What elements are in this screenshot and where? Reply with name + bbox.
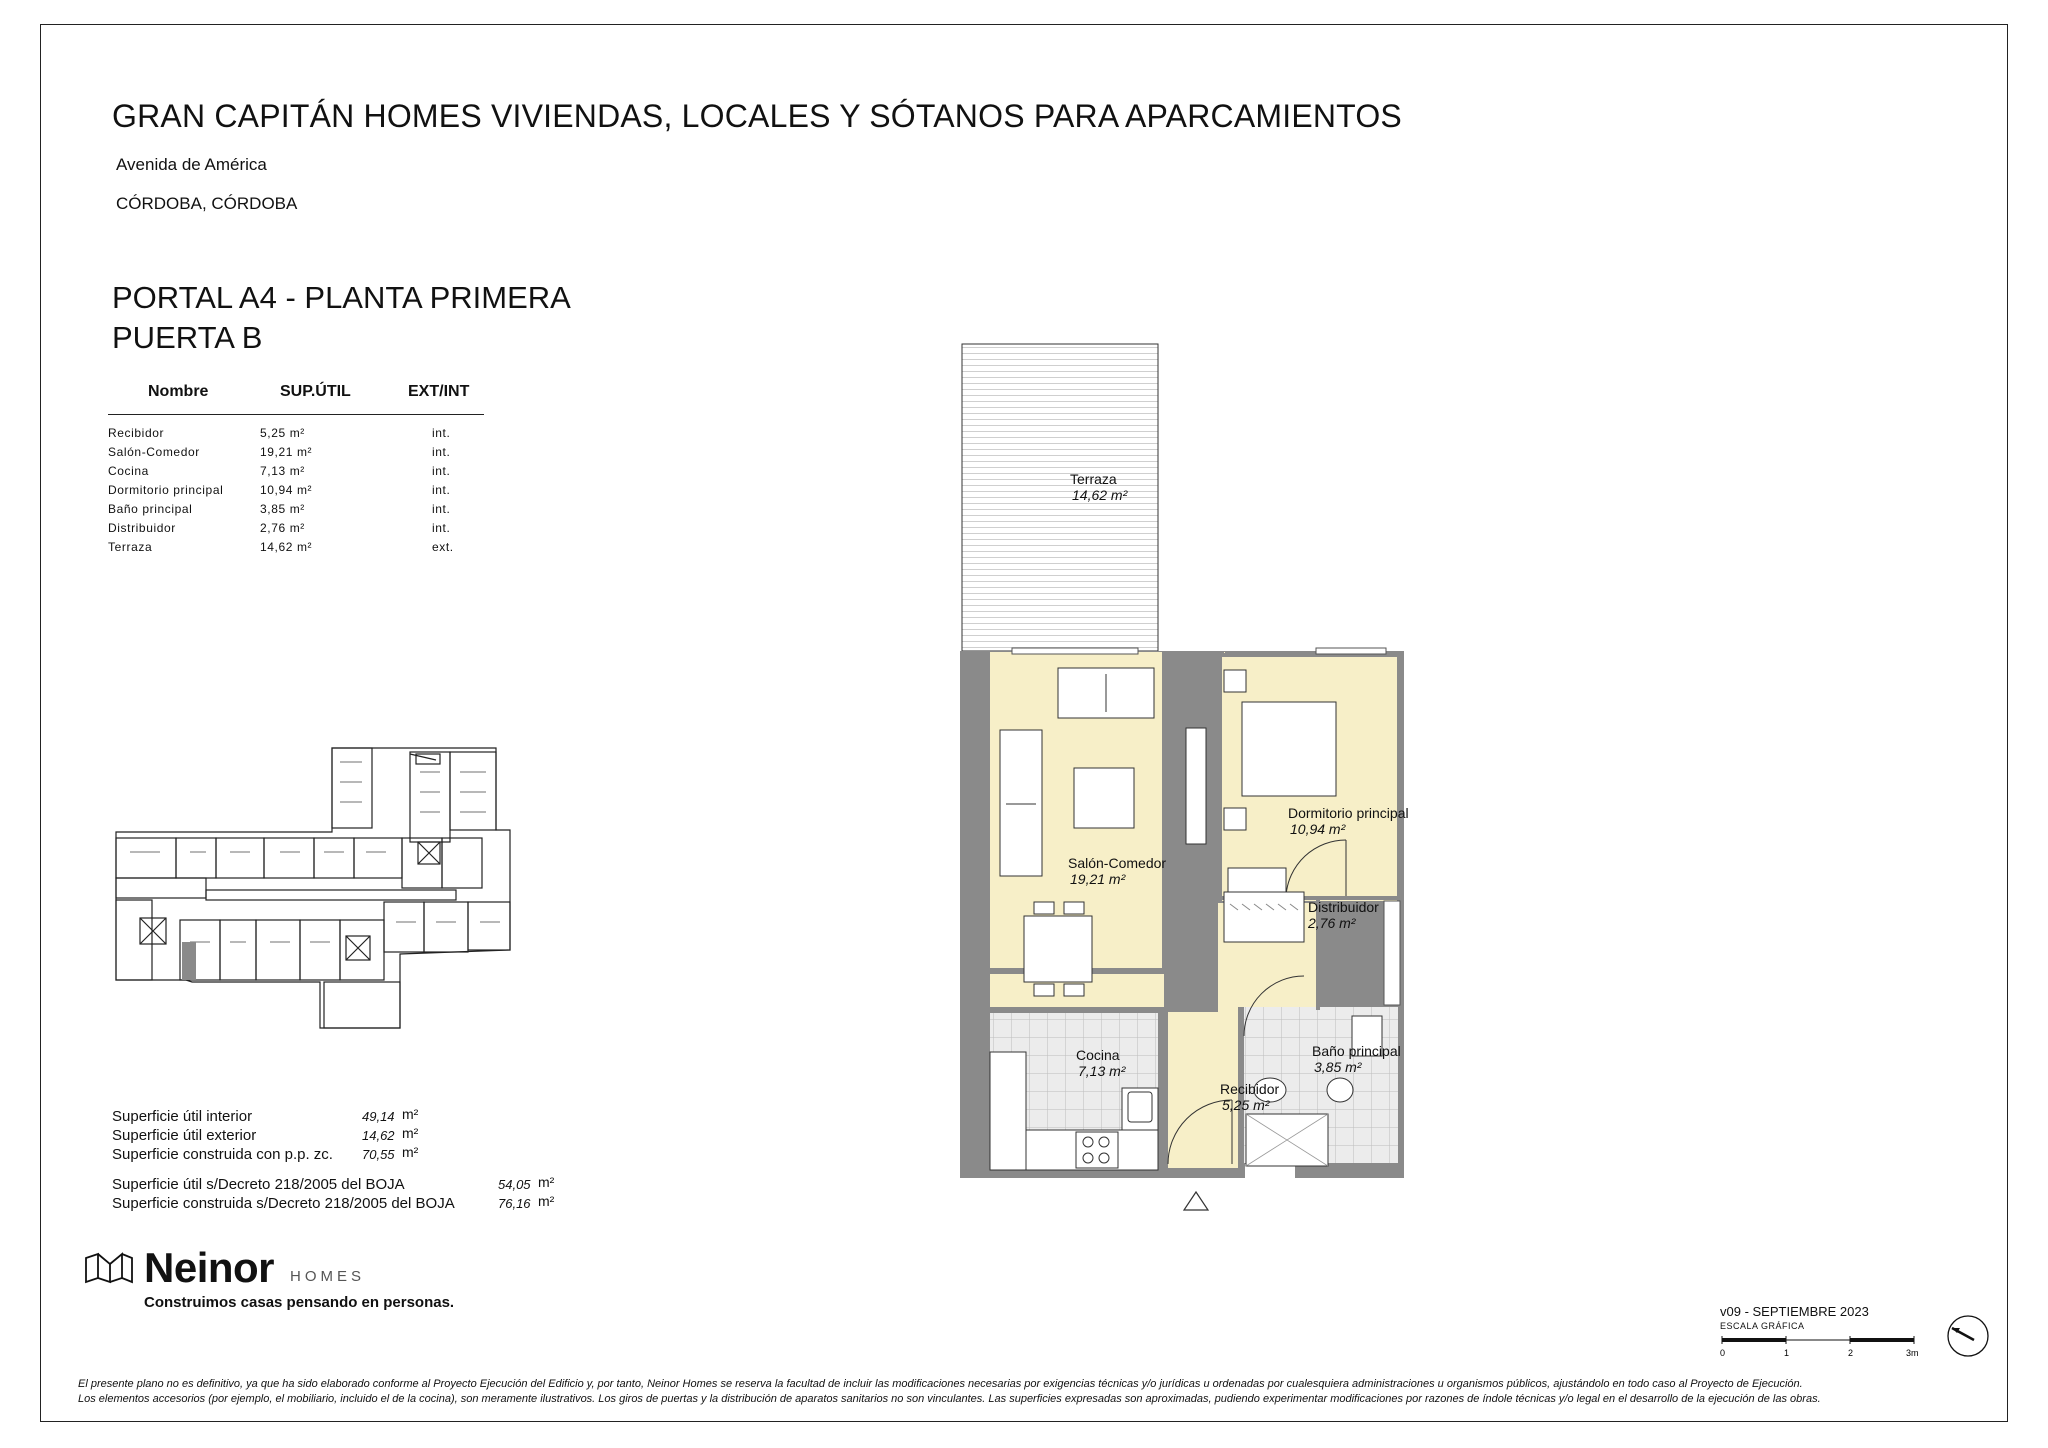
disclaimer-line-2: Los elementos accesorios (por ejemplo, el mobiliario, incluido el de la cocina), son meramente ilustrativos. Los giros de puertas y la distribución de aparatos sanitarios no son vinculantes. Las superficies expresadas son aproximadas, pudiendo experimentar modificaciones por razones de índole técnicas y/o legal en el desarrollo de la ejecución de las obras. <box>78 1393 1821 1405</box>
project-city: CÓRDOBA, CÓRDOBA <box>116 194 298 213</box>
table-row <box>108 483 468 502</box>
row-ext: int. <box>432 521 451 535</box>
summary-decree-built-label: Superficie construida s/Decreto 218/2005 del BOJA <box>112 1195 455 1212</box>
table-row <box>108 540 468 559</box>
dining-table <box>1024 916 1092 982</box>
label-recibidor: Recibidor <box>1220 1081 1280 1097</box>
table-header-sup: SUP.ÚTIL <box>280 383 351 400</box>
summary-unit: m² <box>402 1144 419 1160</box>
label-bano: Baño principal <box>1312 1043 1401 1059</box>
armchair <box>1000 730 1042 876</box>
version-label: v09 - SEPTIEMBRE 2023 <box>1720 1304 1869 1319</box>
row-sup: 3,85 m² <box>260 502 305 516</box>
area-distribuidor: 2,76 m² <box>1308 915 1356 931</box>
bed <box>1242 702 1336 796</box>
table-header-name: Nombre <box>148 383 209 400</box>
row-name: Terraza <box>108 540 153 554</box>
tv-unit <box>1186 728 1206 844</box>
scale-title: ESCALA GRÁFICA <box>1720 1321 1805 1331</box>
row-name: Baño principal <box>108 502 193 516</box>
wardrobe <box>1384 901 1400 1005</box>
toilet <box>1327 1078 1353 1102</box>
row-sup: 10,94 m² <box>260 483 313 497</box>
label-dormitorio: Dormitorio principal <box>1288 805 1409 821</box>
row-sup: 2,76 m² <box>260 521 305 535</box>
row-ext: int. <box>432 445 451 459</box>
neinor-logo-icon <box>84 1252 134 1284</box>
summary-decree-util-value: 54,05 <box>498 1177 531 1192</box>
label-distribuidor: Distribuidor <box>1308 899 1379 915</box>
table-header-ext: EXT/INT <box>408 383 470 400</box>
summary-decree-util-label: Superficie útil s/Decreto 218/2005 del BOJA <box>112 1176 405 1193</box>
summary-exterior-label: Superficie útil exterior <box>112 1127 257 1144</box>
row-name: Recibidor <box>108 426 165 440</box>
row-ext: ext. <box>432 540 454 554</box>
scale-tick: 0 <box>1720 1348 1726 1358</box>
sink <box>1128 1092 1152 1122</box>
row-name: Distribuidor <box>108 521 176 535</box>
terrace-area <box>962 344 1158 651</box>
row-sup: 19,21 m² <box>260 445 313 459</box>
row-sup: 14,62 m² <box>260 540 313 554</box>
row-ext: int. <box>432 464 451 478</box>
unit-heading <box>112 278 571 358</box>
unit-portal: PORTAL A4 - PLANTA PRIMERA <box>112 280 571 315</box>
summary-unit: m² <box>538 1174 555 1190</box>
floor-plan <box>940 336 1440 1226</box>
disclaimer-line-1: El presente plano no es definitivo, ya que ha sido elaborado conforme al Proyecto Ejecución del Edificio y, por tanto, Neinor Homes se reserva la facultad de incluir las modificaciones necesarias por exigencias técnicas y/o jurídicas u ordenadas por cualesquiera administraciones u organismos públicos, ajustándolo en todo caso al Proyecto de Ejecución. <box>78 1378 1803 1390</box>
summary-unit: m² <box>402 1125 419 1141</box>
area-recibidor: 5,25 m² <box>1222 1097 1270 1113</box>
unit-door: PUERTA B <box>112 320 263 355</box>
entrance-arrow <box>1184 1192 1208 1210</box>
coffee-table <box>1074 768 1134 828</box>
project-title: GRAN CAPITÁN HOMES VIVIENDAS, LOCALES Y SÓTANOS PARA APARCAMIENTOS <box>112 98 1402 134</box>
table-row <box>108 502 468 521</box>
summary-interior-label: Superficie útil interior <box>112 1108 253 1125</box>
unit-highlight <box>182 942 196 980</box>
summary-unit: m² <box>402 1106 419 1122</box>
row-name: Dormitorio principal <box>108 483 224 497</box>
scale-tick: 3m <box>1906 1348 1919 1358</box>
north-arrow-icon <box>1944 1312 1992 1360</box>
summary-built-label: Superficie construida con p.p. zc. <box>112 1146 333 1163</box>
project-address: Avenida de América <box>116 155 267 174</box>
summary-unit: m² <box>538 1193 555 1209</box>
brand-name: Neinor <box>144 1244 275 1291</box>
brand-tagline: Construimos casas pensando en personas. <box>144 1294 455 1311</box>
summary-exterior-value: 14,62 <box>362 1128 395 1143</box>
graphic-scale <box>1720 1334 1920 1364</box>
table-header-rule <box>108 414 484 415</box>
table-row <box>108 426 468 445</box>
row-sup: 7,13 m² <box>260 464 305 478</box>
scale-tick: 2 <box>1848 1348 1854 1358</box>
row-ext: int. <box>432 426 451 440</box>
label-salon: Salón-Comedor <box>1068 855 1167 871</box>
row-ext: int. <box>432 502 451 516</box>
label-terraza: Terraza <box>1070 471 1117 487</box>
row-sup: 5,25 m² <box>260 426 305 440</box>
brand-homes: HOMES <box>290 1268 366 1285</box>
area-salon: 19,21 m² <box>1070 871 1126 887</box>
scale-tick: 1 <box>1784 1348 1790 1358</box>
area-bano: 3,85 m² <box>1314 1059 1362 1075</box>
building-key-plan <box>110 742 520 1030</box>
row-name: Cocina <box>108 464 149 478</box>
area-cocina: 7,13 m² <box>1078 1063 1126 1079</box>
hob <box>1076 1132 1118 1168</box>
row-ext: int. <box>432 483 451 497</box>
table-row <box>108 464 468 483</box>
summary-built-value: 70,55 <box>362 1147 395 1162</box>
table-row <box>108 521 468 540</box>
table-row <box>108 445 468 464</box>
summary-interior-value: 49,14 <box>362 1109 395 1124</box>
area-terraza: 14,62 m² <box>1072 487 1128 503</box>
summary-decree-built-value: 76,16 <box>498 1196 531 1211</box>
label-cocina: Cocina <box>1076 1047 1120 1063</box>
area-dormitorio: 10,94 m² <box>1290 821 1346 837</box>
row-name: Salón-Comedor <box>108 445 200 459</box>
